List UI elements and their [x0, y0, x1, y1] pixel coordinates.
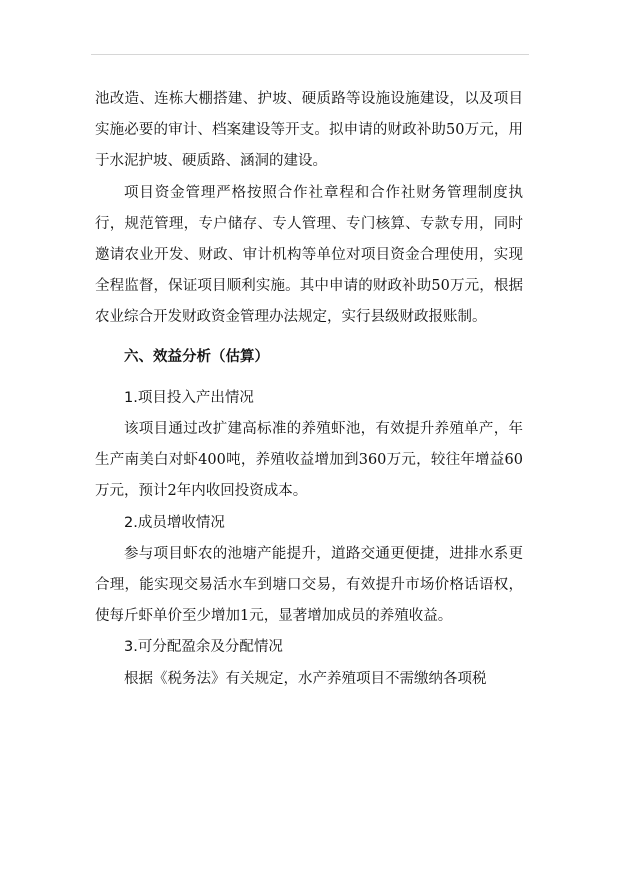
paragraph-input-output: 该项目通过改扩建高标准的养殖虾池，有效提升养殖单产，年生产南美白对虾400吨，养殖收益增加到360万元，较往年增益60万元，预计2年内收回投资成本。: [95, 421, 523, 500]
section-heading-benefit-analysis: 六、效益分析（估算）: [124, 348, 269, 365]
header-rule: [91, 54, 529, 55]
paragraph-tax: 根据《税务法》有关规定，水产养殖项目不需缴纳各项税: [124, 670, 487, 687]
paragraph-funding-use: 池改造、连栋大棚搭建、护坡、硬质路等设施设施建设，以及项目实施必要的审计、档案建设等开支。拟申请的财政补助50万元，用于水泥护坡、硬质路、涵洞的建设。: [95, 91, 523, 170]
subheading-distributable-surplus: 3.可分配盈余及分配情况: [124, 639, 283, 656]
subheading-input-output: 1.项目投入产出情况: [124, 389, 254, 406]
paragraph-fund-management: 项目资金管理严格按照合作社章程和合作社财务管理制度执行，规范管理，专户储存、专人管理、专门核算、专款专用，同时邀请农业开发、财政、审计机构等单位对项目资金合理使用，实现全程监督，保证项目顺利实施。其中申请的财政补助50万元，根据农业综合开发财政资金管理办法规定，实行县级财政报账制。: [95, 184, 523, 326]
subheading-member-income: 2.成员增收情况: [124, 514, 225, 531]
paragraph-member-income: 参与项目虾农的池塘产能提升，道路交通更便捷，进排水系更合理，能实现交易活水车到塘口交易，有效提升市场价格话语权，使每斤虾单价至少增加1元，显著增加成员的养殖收益。: [95, 545, 523, 625]
document-body: [95, 84, 523, 695]
